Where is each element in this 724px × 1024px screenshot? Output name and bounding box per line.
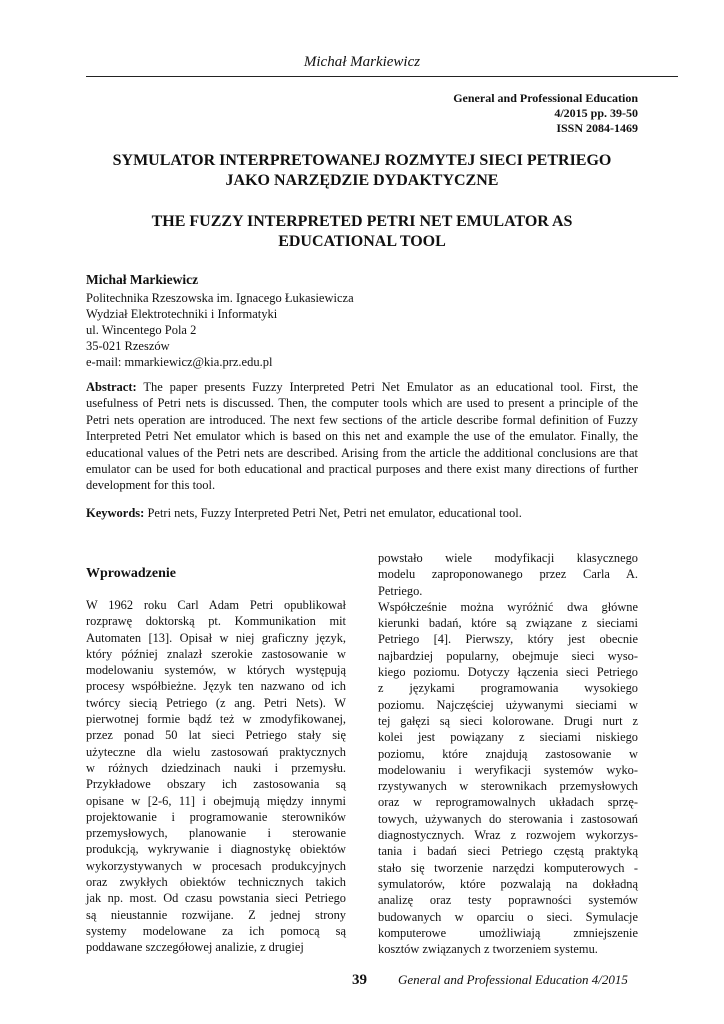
paragraph-line: poziomu. Najczęściej używanymi sieciami w xyxy=(378,697,638,712)
paragraph-line: przemysłowych, planowanie i sterowanie xyxy=(86,826,346,841)
paragraph-line: budowanych w oparciu o sieci. Symulacje xyxy=(378,909,638,924)
paragraph-line: projektowanie i programowanie sterowników xyxy=(86,809,346,824)
paragraph-line: rozprawę doktorską pt. Kommunikation mit xyxy=(86,614,346,629)
abstract-label: Abstract: xyxy=(86,380,137,394)
right-column xyxy=(378,550,638,957)
paragraph-line: oraz zwykłych obiektów technicznych takich xyxy=(86,875,346,890)
paragraph-line: Petriego. xyxy=(378,583,423,598)
paragraph-line: jak np. most. Od czasu powstania sieci Petriego xyxy=(86,891,346,906)
affiliation-line: 35-021 Rzeszów xyxy=(86,339,170,353)
paragraph-line: tej gałęzi są sieci kolorowane. Drugi nurt z xyxy=(378,713,638,728)
paragraph-line: poddawane szczegółowej analizie, z drugiej xyxy=(86,940,304,955)
paragraph-line: najbardziej popularny, obejmuje sieci wyso- xyxy=(378,648,638,663)
title-polish-line: SYMULATOR INTERPRETOWANEJ ROZMYTEJ SIECI PETRIEGO xyxy=(112,152,612,169)
keywords-text: Petri nets, Fuzzy Interpreted Petri Net, Petri net emulator, educational tool. xyxy=(147,506,522,520)
paragraph-line: komputerowe umożliwiają zmniejszenie xyxy=(378,925,638,940)
footer-journal: General and Professional Education 4/2015 xyxy=(398,972,628,987)
author-email: e-mail: mmarkiewicz@kia.prz.edu.pl xyxy=(86,355,273,369)
paragraph-line: w różnych dziedzinach nauki i przemysłu. xyxy=(86,760,346,775)
paragraph-line: wykorzystywanych w procesach produkcyjnych xyxy=(86,858,346,873)
affiliation-line: ul. Wincentego Pola 2 xyxy=(86,323,197,337)
paragraph-line: modelu zaproponowanego przez Carla A. xyxy=(378,567,638,582)
paragraph-line: oraz w reprogramowalnych układach sprzę- xyxy=(378,795,638,810)
paragraph-line: kosztów związanych z tworzeniem systemu. xyxy=(378,942,598,957)
paragraph-line: opisane w [2-6, 11] i obejmują między innymi xyxy=(86,793,346,808)
paragraph-line: W 1962 roku Carl Adam Petri opublikował xyxy=(86,598,346,612)
title-english xyxy=(86,212,638,252)
journal-name: General and Professional Education xyxy=(453,91,638,105)
affiliation-line: Wydział Elektrotechniki i Informatyki xyxy=(86,307,278,321)
affiliation-line: Politechnika Rzeszowska im. Ignacego Łukasiewicza xyxy=(86,291,354,305)
paragraph-line: produkcją, wykrywanie i diagnostykę obiektów xyxy=(86,842,346,857)
paragraph-line: przez ponad 50 lat sieci Petriego stały się xyxy=(86,728,346,743)
paragraph-line: Automaten [13]. Opisał w niej graficzny język, xyxy=(86,630,346,645)
paragraph-line: towych, używanych do sterowania i zastosowań xyxy=(378,811,638,826)
paragraph-line: diagnostycznych. Wraz z rozwojem wykorzys- xyxy=(378,828,638,843)
paragraph-line: twórcy siecią Petriego (z ang. Petri Nets). W xyxy=(86,695,346,710)
title-english-line: EDUCATIONAL TOOL xyxy=(278,233,446,250)
paragraph-line: Przykładowe obszary ich zastosowania są xyxy=(86,777,346,792)
author-name: Michał Markiewicz xyxy=(86,272,199,287)
author-affiliation xyxy=(86,290,354,370)
journal-issn: ISSN 2084-1469 xyxy=(556,121,638,135)
paragraph-line: modelowaniu i weryfikacji systemów wyko- xyxy=(378,762,638,777)
journal-info xyxy=(453,91,638,136)
abstract-text: The paper presents Fuzzy Interpreted Petri Net Emulator as an educational tool. First, the usefulness of Petri nets is discussed. Then, the computer tools which are used to present a principle of the Petri nets operation are introduced. The next few sections of the article describe formal definition of Fuzzy Interpreted Petri Net emulator which is based on this net and example the use of the emulator. Finally, the educational values of the Petri nets are described. Arising from the article the additional conclusions are that emulator can be used for both educational and practical purposes and there exist many directions of further development for this tool. xyxy=(86,380,638,493)
paragraph-line: rzystywanych w sterownikach przemysłowych xyxy=(378,779,638,794)
title-english-line: THE FUZZY INTERPRETED PETRI NET EMULATOR AS xyxy=(151,213,573,230)
title-polish-line: JAKO NARZĘDZIE DYDAKTYCZNE xyxy=(225,172,499,189)
header-rule xyxy=(86,76,678,77)
paragraph-line: pierwotnej formie bądź też w zmodyfikowanej, xyxy=(86,712,346,727)
journal-issue: 4/2015 pp. 39-50 xyxy=(554,106,638,120)
paragraph-line: z językami programowania wysokiego xyxy=(378,681,638,696)
paragraph-line: kolei jest powiązany z sieciami niskiego xyxy=(378,730,638,745)
keywords xyxy=(86,505,638,521)
paragraph-line: poziomu, które znajdują zastosowanie w xyxy=(378,746,638,761)
paragraph-line: symulatorów, które pozwalają na dokładną xyxy=(378,876,638,891)
page-number: 39 xyxy=(352,972,367,988)
paragraph-line: kierunki badań, które są związane z sieciami xyxy=(378,616,638,631)
paragraph-line: Współcześnie można wyróżnić dwa główne xyxy=(378,599,638,614)
paragraph-line: stało się tworzenie narzędzi komputerowych - xyxy=(378,860,638,875)
section-title: Wprowadzenie xyxy=(86,566,176,581)
keywords-label: Keywords: xyxy=(86,506,145,520)
paragraph-line: Petriego [4]. Pierwszy, który jest obecnie xyxy=(378,632,638,647)
paragraph-line: kiego poziomu. Dotyczy łączenia sieci Petriego xyxy=(378,665,638,680)
paragraph-line: są nieustannie rozwijane. Z jednej strony xyxy=(86,907,346,922)
paragraph-line: modelowaniu systemów, w których występują xyxy=(86,663,346,678)
paragraph-line: systemy modelowane za ich pomocą są xyxy=(86,923,346,938)
paragraph-line: powstało wiele modyfikacji klasycznego xyxy=(378,551,638,565)
paragraph-line: procesy współbieżne. Język ten nazwano od ich xyxy=(86,679,346,694)
paragraph-line: analizę oraz testy poprawności systemów xyxy=(378,893,638,908)
title-polish xyxy=(86,151,638,191)
abstract xyxy=(86,379,638,494)
running-header-author: Michał Markiewicz xyxy=(303,54,421,70)
left-column xyxy=(86,597,346,956)
paragraph-line: użyteczne dla wielu zastosowań praktycznych xyxy=(86,744,346,759)
paragraph-line: który później znalazł szerokie zastosowanie w xyxy=(86,646,346,661)
paragraph-line: tania i badań sieci Petriego częstą praktyką xyxy=(378,844,638,859)
